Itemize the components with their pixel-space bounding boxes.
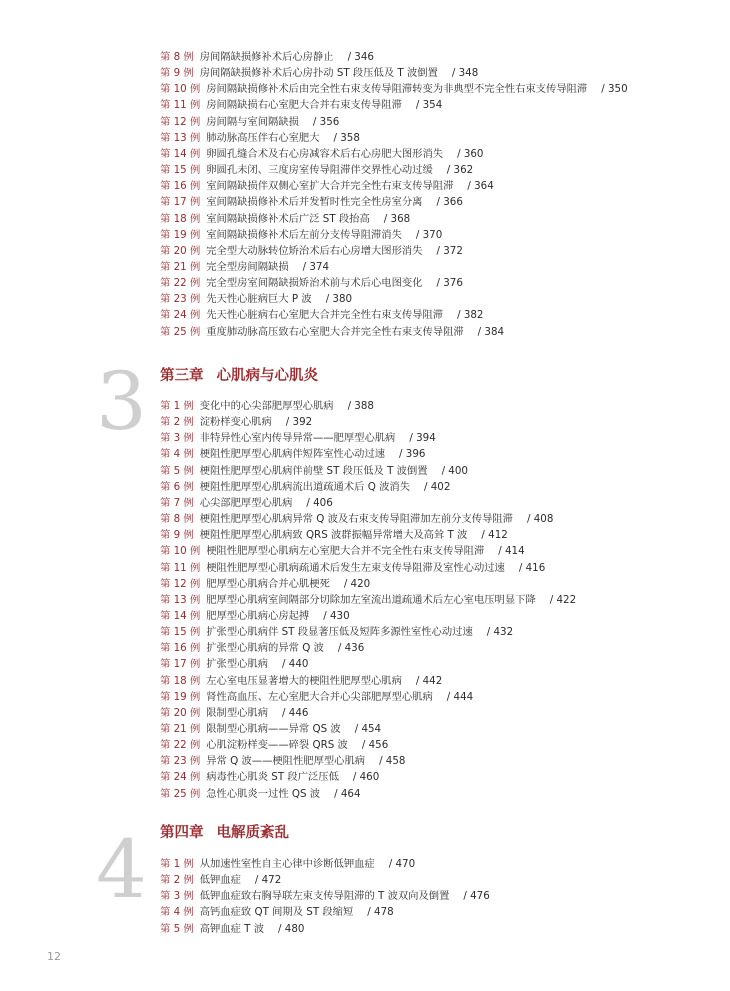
toc-entry[interactable] xyxy=(160,50,374,65)
page-ref: / 444 xyxy=(446,690,474,703)
case-title: 高钙血症致 QT 间期及 ST 段缩短 xyxy=(199,906,354,919)
page-ref: / 350 xyxy=(601,83,628,96)
toc-entry[interactable] xyxy=(160,690,473,705)
case-number: 第 9 例 xyxy=(160,529,194,542)
page-ref: / 472 xyxy=(254,874,282,887)
toc-entry[interactable] xyxy=(160,399,374,414)
case-title: 扩张型心肌病伴 ST 段显著压低及短阵多源性室性心动过速 xyxy=(206,626,473,639)
case-title: 从加速性室性自主心律中诊断低钾血症 xyxy=(199,858,375,870)
page-ref: / 396 xyxy=(399,448,426,461)
case-number: 第 13 例 xyxy=(160,131,201,144)
case-number: 第 10 例 xyxy=(160,545,201,558)
case-title: 房间隔缺损修补术后心房静止 xyxy=(199,51,334,63)
case-title: 左心室电压显著增大的梗阻性肥厚型心肌病 xyxy=(206,674,402,687)
toc-entry[interactable] xyxy=(160,641,364,656)
page-ref: / 400 xyxy=(441,464,468,477)
case-title: 室间隔缺损修补术后广泛 ST 段抬高 xyxy=(206,212,370,225)
page-ref: / 366 xyxy=(436,196,463,209)
page-ref: / 348 xyxy=(451,67,479,80)
case-title: 房间隔缺损修补术后心房扑动 ST 段压低及 T 波倒置 xyxy=(199,67,438,80)
page-ref: / 384 xyxy=(477,325,505,338)
page-ref: / 406 xyxy=(306,496,333,509)
case-number: 第 5 例 xyxy=(160,464,194,477)
case-title: 变化中的心尖部肥厚型心肌病 xyxy=(199,400,334,412)
case-number: 第 23 例 xyxy=(160,755,201,768)
page-ref: / 420 xyxy=(343,577,371,590)
toc-entry[interactable] xyxy=(160,66,478,81)
case-title: 肾性高血压、左心室肥大合并心尖部肥厚型心肌病 xyxy=(206,690,433,703)
case-title: 限制型心肌病——异常 QS 波 xyxy=(206,723,341,735)
page-ref: / 442 xyxy=(415,674,443,687)
toc-entry[interactable] xyxy=(160,512,553,527)
case-number: 第 15 例 xyxy=(160,626,201,639)
toc-entry[interactable] xyxy=(160,276,463,291)
page-ref: / 430 xyxy=(323,609,350,622)
page-ref: / 416 xyxy=(518,561,546,574)
toc-entry[interactable] xyxy=(160,115,339,130)
chapter-4-name: 电解质紊乱 xyxy=(216,825,289,841)
case-title: 心肌淀粉样变——碎裂 QRS 波 xyxy=(206,739,348,752)
toc-entry[interactable] xyxy=(160,889,490,904)
page-ref: / 432 xyxy=(486,626,514,639)
case-title: 非特异性心室内传导异常——肥厚型心肌病 xyxy=(199,432,396,445)
case-number: 第 18 例 xyxy=(160,212,201,225)
toc-entry[interactable] xyxy=(160,857,415,872)
case-number: 第 23 例 xyxy=(160,293,201,306)
page-ref: / 412 xyxy=(481,529,508,542)
page-ref: / 388 xyxy=(347,400,374,412)
page-ref: / 354 xyxy=(415,99,443,112)
toc-entry[interactable] xyxy=(160,244,463,259)
case-title: 梗阻性肥厚型心肌病伴前壁 ST 段压低及 T 波倒置 xyxy=(199,464,428,477)
case-number: 第 4 例 xyxy=(160,448,194,461)
case-title: 完全型房室间隔缺损矫治术前与术后心电图变化 xyxy=(206,277,423,290)
page-ref: / 470 xyxy=(388,858,416,870)
case-number: 第 13 例 xyxy=(160,593,201,606)
case-title: 病毒性心肌炎 ST 段广泛压低 xyxy=(206,771,339,784)
page-ref: / 376 xyxy=(436,277,463,290)
toc-entry[interactable] xyxy=(160,625,513,640)
page-ref: / 356 xyxy=(312,115,340,128)
case-number: 第 3 例 xyxy=(160,890,194,903)
page-ref: / 464 xyxy=(334,787,361,800)
case-number: 第 14 例 xyxy=(160,147,201,160)
page-ref: / 478 xyxy=(367,906,394,919)
case-title: 扩张型心肌病 xyxy=(206,658,269,671)
case-number: 第 5 例 xyxy=(160,922,194,935)
case-title: 室间隔缺损修补术后左前分支传导阻滞消失 xyxy=(206,228,402,241)
case-title: 高钾血症 T 波 xyxy=(199,922,265,935)
page-ref: / 382 xyxy=(457,309,484,322)
case-title: 肥厚型心肌病合并心肌梗死 xyxy=(206,577,330,590)
case-title: 卵圆孔缝合术及右心房减容术后右心房肥大图形消失 xyxy=(206,147,444,160)
page-ref: / 368 xyxy=(383,212,411,225)
page-ref: / 408 xyxy=(526,513,554,526)
case-number: 第 21 例 xyxy=(160,260,201,273)
toc-entry[interactable] xyxy=(160,577,370,592)
page-ref: / 476 xyxy=(463,890,490,903)
case-title: 房间隔缺损右心室肥大合并右束支传导阻滞 xyxy=(206,99,402,112)
toc-entry[interactable] xyxy=(160,212,410,227)
page-ref: / 414 xyxy=(498,545,525,558)
chapter-4-label: 第四章 xyxy=(160,825,204,841)
page-ref: / 456 xyxy=(361,739,389,752)
page-ref: / 422 xyxy=(549,593,577,606)
case-title: 低钾血症 xyxy=(199,874,241,887)
case-title: 异常 Q 波——梗阻性肥厚型心肌病 xyxy=(206,755,366,768)
case-title: 室间隔缺损修补术后并发暂时性完全性房室分离 xyxy=(206,196,423,209)
page-ref: / 458 xyxy=(379,755,406,768)
page-ref: / 436 xyxy=(337,642,365,655)
case-number: 第 25 例 xyxy=(160,325,201,338)
case-number: 第 2 例 xyxy=(160,416,194,429)
case-number: 第 2 例 xyxy=(160,874,194,887)
page-ref: / 392 xyxy=(285,416,313,429)
case-number: 第 1 例 xyxy=(160,400,194,412)
toc-entry[interactable] xyxy=(160,147,483,162)
case-title: 肥厚型心肌病心房起搏 xyxy=(206,609,310,622)
case-title: 室间隔缺损伴双侧心室扩大合并完全性右束支传导阻滞 xyxy=(206,180,454,193)
case-title: 卵圆孔未闭、三度房室传导阻滞伴交界性心动过缓 xyxy=(206,164,433,177)
case-title: 淀粉样变心肌病 xyxy=(199,416,272,429)
case-number: 第 24 例 xyxy=(160,771,201,784)
toc-entry[interactable] xyxy=(160,561,545,576)
case-title: 限制型心肌病 xyxy=(206,706,269,719)
case-title: 完全型房间隔缺损 xyxy=(206,260,289,273)
case-number: 第 22 例 xyxy=(160,277,201,290)
case-number: 第 15 例 xyxy=(160,164,201,177)
chapter-4-heading xyxy=(160,823,289,843)
case-number: 第 8 例 xyxy=(160,513,194,526)
toc-entry[interactable] xyxy=(160,873,281,888)
toc-entry[interactable] xyxy=(160,464,468,479)
case-number: 第 17 例 xyxy=(160,658,201,671)
case-number: 第 1 例 xyxy=(160,858,194,870)
toc-entry[interactable] xyxy=(160,770,379,785)
case-title: 梗阻性肥厚型心肌病疏通术后发生左束支传导阻滞及室性心动过速 xyxy=(206,561,505,574)
case-title: 完全型大动脉转位矫治术后右心房增大图形消失 xyxy=(206,244,423,257)
page-ref: / 370 xyxy=(415,228,443,241)
case-title: 梗阻性肥厚型心肌病左心室肥大合并不完全性右束支传导阻滞 xyxy=(206,545,485,558)
case-number: 第 12 例 xyxy=(160,577,201,590)
case-title: 心尖部肥厚型心肌病 xyxy=(199,496,293,509)
toc-entry[interactable] xyxy=(160,447,425,462)
case-title: 肺动脉高压伴右心室肥大 xyxy=(206,131,320,144)
page-ref: / 358 xyxy=(333,131,360,144)
page-ref: / 446 xyxy=(282,706,309,719)
chapter-3-digit: 3 xyxy=(96,355,147,448)
case-number: 第 6 例 xyxy=(160,480,194,493)
case-number: 第 22 例 xyxy=(160,739,201,752)
case-title: 梗阻性肥厚型心肌病异常 Q 波及右束支传导阻滞加左前分支传导阻滞 xyxy=(199,513,513,526)
toc-entry[interactable] xyxy=(160,722,381,737)
toc-entry[interactable] xyxy=(160,528,508,543)
page-ref: / 460 xyxy=(352,771,380,784)
toc-entry[interactable] xyxy=(160,738,388,753)
toc-entry[interactable] xyxy=(160,593,576,608)
toc-entry[interactable] xyxy=(160,228,442,243)
toc-entry[interactable] xyxy=(160,82,628,97)
case-title: 先天性心脏病巨大 P 波 xyxy=(206,293,312,306)
case-number: 第 8 例 xyxy=(160,51,194,63)
case-number: 第 7 例 xyxy=(160,496,194,509)
page-ref: / 440 xyxy=(282,658,309,671)
toc-entry[interactable] xyxy=(160,754,405,769)
toc-entry[interactable] xyxy=(160,260,329,275)
case-number: 第 19 例 xyxy=(160,228,201,241)
chapter-3-label: 第三章 xyxy=(160,368,204,384)
case-number: 第 11 例 xyxy=(160,99,201,112)
toc-entry[interactable] xyxy=(160,308,483,323)
case-number: 第 12 例 xyxy=(160,115,201,128)
toc-entry[interactable] xyxy=(160,480,450,495)
chapter-3-heading xyxy=(160,366,318,386)
case-number: 第 9 例 xyxy=(160,67,194,80)
toc-entry[interactable] xyxy=(160,195,463,210)
page-ref: / 372 xyxy=(436,244,463,257)
case-number: 第 25 例 xyxy=(160,787,201,800)
case-number: 第 10 例 xyxy=(160,83,201,96)
case-number: 第 16 例 xyxy=(160,180,201,193)
toc-entry[interactable] xyxy=(160,98,442,113)
toc-entry[interactable] xyxy=(160,609,350,624)
toc-entry[interactable] xyxy=(160,415,312,430)
case-title: 重度肺动脉高压致右心室肥大合并完全性右束支传导阻滞 xyxy=(206,325,464,338)
case-title: 扩张型心肌病的异常 Q 波 xyxy=(206,642,324,655)
case-number: 第 19 例 xyxy=(160,690,201,703)
page-ref: / 364 xyxy=(467,180,494,193)
page-ref: / 360 xyxy=(457,147,484,160)
page-ref: / 480 xyxy=(278,922,305,935)
page-ref: / 402 xyxy=(424,480,451,493)
case-number: 第 21 例 xyxy=(160,723,201,735)
toc-entry[interactable] xyxy=(160,163,473,178)
page-ref: / 346 xyxy=(347,51,374,63)
case-number: 第 3 例 xyxy=(160,432,194,445)
toc-entry[interactable] xyxy=(160,496,333,511)
toc-entry[interactable] xyxy=(160,431,436,446)
case-title: 房间隔与室间隔缺损 xyxy=(206,115,299,128)
case-title: 低钾血症致右胸导联左束支传导阻滞的 T 波双向及倒置 xyxy=(199,890,450,903)
case-title: 梗阻性肥厚型心肌病致 QRS 波群振幅异常增大及高耸 T 波 xyxy=(199,529,468,542)
case-number: 第 18 例 xyxy=(160,674,201,687)
toc-entry[interactable] xyxy=(160,325,504,340)
case-number: 第 20 例 xyxy=(160,244,201,257)
page-ref: / 362 xyxy=(446,164,474,177)
case-number: 第 20 例 xyxy=(160,706,201,719)
page-number: 12 xyxy=(47,950,61,963)
case-title: 先天性心脏病右心室肥大合并完全性右束支传导阻滞 xyxy=(206,309,444,322)
case-number: 第 11 例 xyxy=(160,561,201,574)
case-title: 梗阻性肥厚型心肌病流出道疏通术后 Q 波消失 xyxy=(199,480,410,493)
page-ref: / 394 xyxy=(409,432,436,445)
case-number: 第 24 例 xyxy=(160,309,201,322)
toc-entry[interactable] xyxy=(160,544,525,559)
toc-entry[interactable] xyxy=(160,787,361,802)
toc-entry[interactable] xyxy=(160,905,394,920)
toc-entry[interactable] xyxy=(160,179,494,194)
case-number: 第 16 例 xyxy=(160,642,201,655)
toc-entry[interactable] xyxy=(160,706,308,721)
chapter-4-digit: 4 xyxy=(96,823,147,916)
toc-entry[interactable] xyxy=(160,674,442,689)
chapter-3-name: 心肌病与心肌炎 xyxy=(216,368,318,384)
page-ref: / 380 xyxy=(325,293,353,306)
toc-entry[interactable] xyxy=(160,922,304,937)
case-title: 急性心肌炎一过性 QS 波 xyxy=(206,787,321,800)
case-title: 肥厚型心肌病室间隔部分切除加左室流出道疏通术后左心室电压明显下降 xyxy=(206,593,536,606)
page-ref: / 374 xyxy=(302,260,330,273)
case-number: 第 4 例 xyxy=(160,906,194,919)
case-number: 第 14 例 xyxy=(160,609,201,622)
case-number: 第 17 例 xyxy=(160,196,201,209)
toc-entry[interactable] xyxy=(160,657,308,672)
page-ref: / 454 xyxy=(354,723,382,735)
toc-entry[interactable] xyxy=(160,292,352,307)
toc-entry[interactable] xyxy=(160,131,360,146)
case-title: 房间隔缺损修补术后由完全性右束支传导阻滞转变为非典型不完全性右束支传导阻滞 xyxy=(206,83,588,96)
case-title: 梗阻性肥厚型心肌病伴短阵室性心动过速 xyxy=(199,448,386,461)
